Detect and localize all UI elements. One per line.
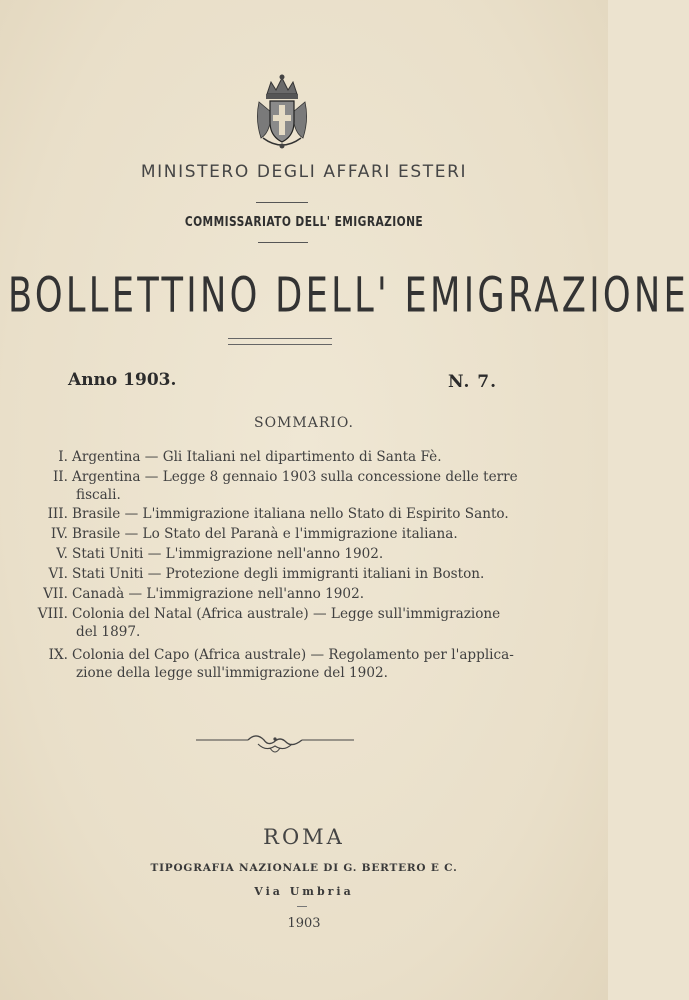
- top-divider: [256, 202, 308, 203]
- summary-heading: SOMMARIO.: [253, 415, 355, 431]
- list-item: [36, 447, 536, 467]
- item-number: II.: [52, 469, 68, 485]
- item-text: Colonia del Capo (Africa australe) — Regolamento per l'applica-: [72, 647, 514, 663]
- list-item: [36, 524, 536, 544]
- item-text: Stati Uniti — Protezione degli immigranti italiani in Boston.: [72, 566, 485, 582]
- item-number: III.: [47, 506, 68, 522]
- issue-number: N. 7.: [448, 372, 498, 392]
- title-double-rule: [228, 338, 332, 345]
- item-text: Stati Uniti — L'immigrazione nell'anno 1902.: [72, 546, 384, 562]
- commissariato-name: COMMISSARIATO DELL' EMIGRAZIONE: [184, 215, 424, 230]
- city-name: ROMA: [263, 825, 345, 849]
- list-item: [36, 584, 536, 604]
- list-item: [36, 504, 536, 524]
- ministry-name: MINISTERO DEGLI AFFARI ESTERI: [140, 162, 468, 182]
- item-text-continuation: del 1897.: [76, 624, 141, 640]
- item-text: Canadà — L'immigrazione nell'anno 1902.: [72, 586, 365, 602]
- savoy-coat-of-arms-icon: [253, 72, 311, 150]
- item-number: V.: [56, 546, 68, 562]
- list-item: [36, 604, 536, 624]
- item-number: I.: [58, 449, 68, 465]
- list-item: [36, 645, 536, 665]
- list-item: [36, 544, 536, 564]
- item-number: VII.: [43, 586, 68, 602]
- printer-address: Via Umbria: [254, 885, 354, 898]
- footer-dash: [297, 906, 307, 907]
- ornamental-divider-icon: [196, 730, 354, 758]
- printer-name: TIPOGRAFIA NAZIONALE DI G. BERTERO E C.: [150, 862, 458, 874]
- item-number: IX.: [48, 647, 68, 663]
- year-label: Anno 1903.: [68, 370, 177, 390]
- bulletin-title: BOLLETTINO DELL' EMIGRAZIONE: [8, 268, 689, 324]
- item-text-continuation: zione della legge sull'immigrazione del 1902.: [76, 665, 388, 681]
- item-number: VIII.: [37, 606, 68, 622]
- item-text: Brasile — Lo Stato del Paranà e l'immigrazione italiana.: [72, 526, 458, 542]
- list-item: [36, 564, 536, 584]
- item-number: IV.: [50, 526, 68, 542]
- item-text-continuation: fiscali.: [76, 487, 121, 503]
- commissariato-divider: [258, 242, 308, 243]
- summary-list: [36, 447, 536, 682]
- item-text: Argentina — Gli Italiani nel dipartimento di Santa Fè.: [72, 449, 442, 465]
- item-text: Argentina — Legge 8 gennaio 1903 sulla concessione delle terre: [72, 469, 518, 485]
- publication-year: 1903: [287, 916, 321, 931]
- item-text: Brasile — L'immigrazione italiana nello Stato di Espirito Santo.: [72, 506, 509, 522]
- item-number: VI.: [48, 566, 68, 582]
- list-item: [36, 467, 536, 487]
- item-text: Colonia del Natal (Africa australe) — Legge sull'immigrazione: [72, 606, 501, 622]
